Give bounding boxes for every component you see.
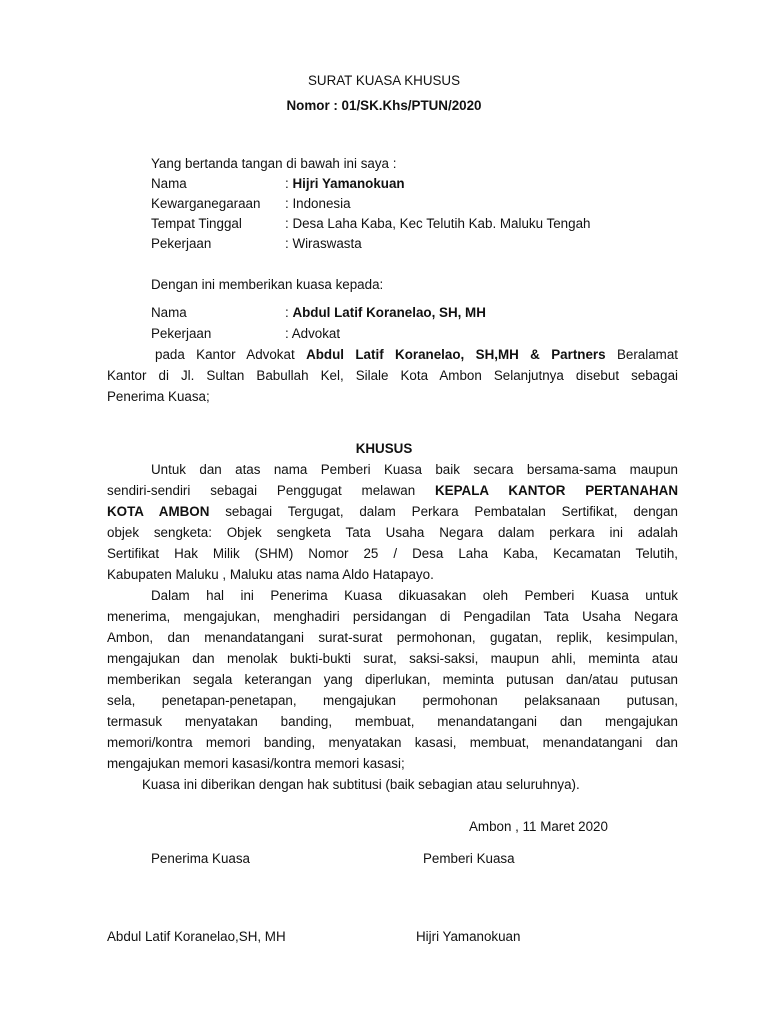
para1-line-2: sendiri-sendiri sebagai Penggugat melawan KEPALA KANTOR PERTANAHAN (107, 483, 678, 498)
para1-line-6: Kabupaten Maluku , Maluku atas nama Aldo Hatapayo. (107, 567, 434, 582)
para2-line-9: mengajukan memori kasasi/kontra memori kasasi; (107, 756, 405, 771)
grantor-name-strong: Hijri Yamanokuan (292, 176, 405, 191)
grantee-name-value: : Abdul Latif Koranelao, SH, MH (285, 305, 486, 320)
section-title: KHUSUS (355, 441, 413, 456)
defendant-name-part-2: KOTA AMBON (107, 504, 210, 519)
office-line-2: Kantor di Jl. Sultan Babullah Kel, Silale Kota Ambon Selanjutnya disebut sebagai (107, 368, 678, 383)
grant-intro-line: Dengan ini memberikan kuasa kepada: (151, 277, 384, 292)
para1-line-3: KOTA AMBON sebagai Tergugat, dalam Perkara Pembatalan Sertifikat, dengan (107, 504, 679, 519)
grantor-address-value: : Desa Laha Kaba, Kec Telutih Kab. Maluku Tengah (285, 216, 591, 231)
para1-line-5: Sertifikat Hak Milik (SHM) Nomor 25 / Desa Laha Kaba, Kecamatan Telutih, (107, 546, 678, 561)
receiver-name: Abdul Latif Koranelao,SH, MH (107, 929, 286, 944)
place-date: Ambon , 11 Maret 2020 (469, 819, 608, 834)
intro-line: Yang bertanda tangan di bawah ini saya : (151, 156, 397, 171)
para2-line-6: sela, penetapan-penetapan, mengajukan permohonan pelaksanaan putusan, (107, 693, 678, 708)
para1-line-4: objek sengketa: Objek sengketa Tata Usaha Negara dalam perkara ini adalah (107, 525, 678, 540)
para2-line-1: Dalam hal ini Penerima Kuasa dikuasakan oleh Pemberi Kuasa untuk (151, 588, 678, 603)
grantor-citizenship-value: : Indonesia (285, 196, 351, 211)
defendant-name-part-1: KEPALA KANTOR PERTANAHAN (434, 483, 678, 498)
receiver-label: Penerima Kuasa (151, 851, 250, 866)
paragraph-3: Kuasa ini diberikan dengan hak subtitusi (baik sebagian atau seluruhnya). (142, 777, 580, 792)
document-title: SURAT KUASA KHUSUS (307, 73, 461, 88)
giver-label: Pemberi Kuasa (423, 851, 515, 866)
grantor-occupation-value: : Wiraswasta (285, 236, 362, 251)
grantor-name-label: Nama (151, 176, 187, 191)
grantor-name-value: : Hijri Yamanokuan (285, 176, 405, 191)
grantee-occupation-value: : Advokat (285, 326, 341, 341)
para2-line-4: mengajukan dan menolak bukti-bukti surat, saksi-saksi, maupun ahli, meminta atau (107, 651, 678, 666)
grantee-name-label: Nama (151, 305, 187, 320)
para2-line-7: termasuk menyatakan banding, membuat, menandatangani dan mengajukan (107, 714, 678, 729)
office-line-3: Penerima Kuasa; (107, 389, 210, 404)
para1-line-1: Untuk dan atas nama Pemberi Kuasa baik secara bersama-sama maupun (151, 462, 678, 477)
document-number: Nomor : 01/SK.Khs/PTUN/2020 (286, 98, 482, 113)
grantor-occupation-label: Pekerjaan (151, 236, 212, 251)
para2-line-3: Ambon, dan menandatangani surat-surat permohonan, gugatan, replik, kesimpulan, (107, 630, 678, 645)
grantee-occupation-label: Pekerjaan (151, 326, 212, 341)
grantor-address-label: Tempat Tinggal (151, 216, 242, 231)
giver-name: Hijri Yamanokuan (416, 929, 521, 944)
para2-line-8: memori/kontra memori banding, menyatakan kasasi, membuat, menandatangani dan (107, 735, 678, 750)
para2-line-5: memberikan segala keterangan yang diperlukan, meminta putusan dan/atau putusan (107, 672, 678, 687)
grantee-name-strong: Abdul Latif Koranelao, SH, MH (292, 305, 486, 320)
firm-name: Abdul Latif Koranelao, SH,MH & Partners (306, 347, 606, 362)
para2-line-2: menerima, mengajukan, menghadiri persidangan di Pengadilan Tata Usaha Negara (107, 609, 678, 624)
grantor-citizenship-label: Kewarganegaraan (151, 196, 261, 211)
office-line-1: pada Kantor Advokat Abdul Latif Koranelao, SH,MH & Partners Beralamat (155, 347, 678, 362)
